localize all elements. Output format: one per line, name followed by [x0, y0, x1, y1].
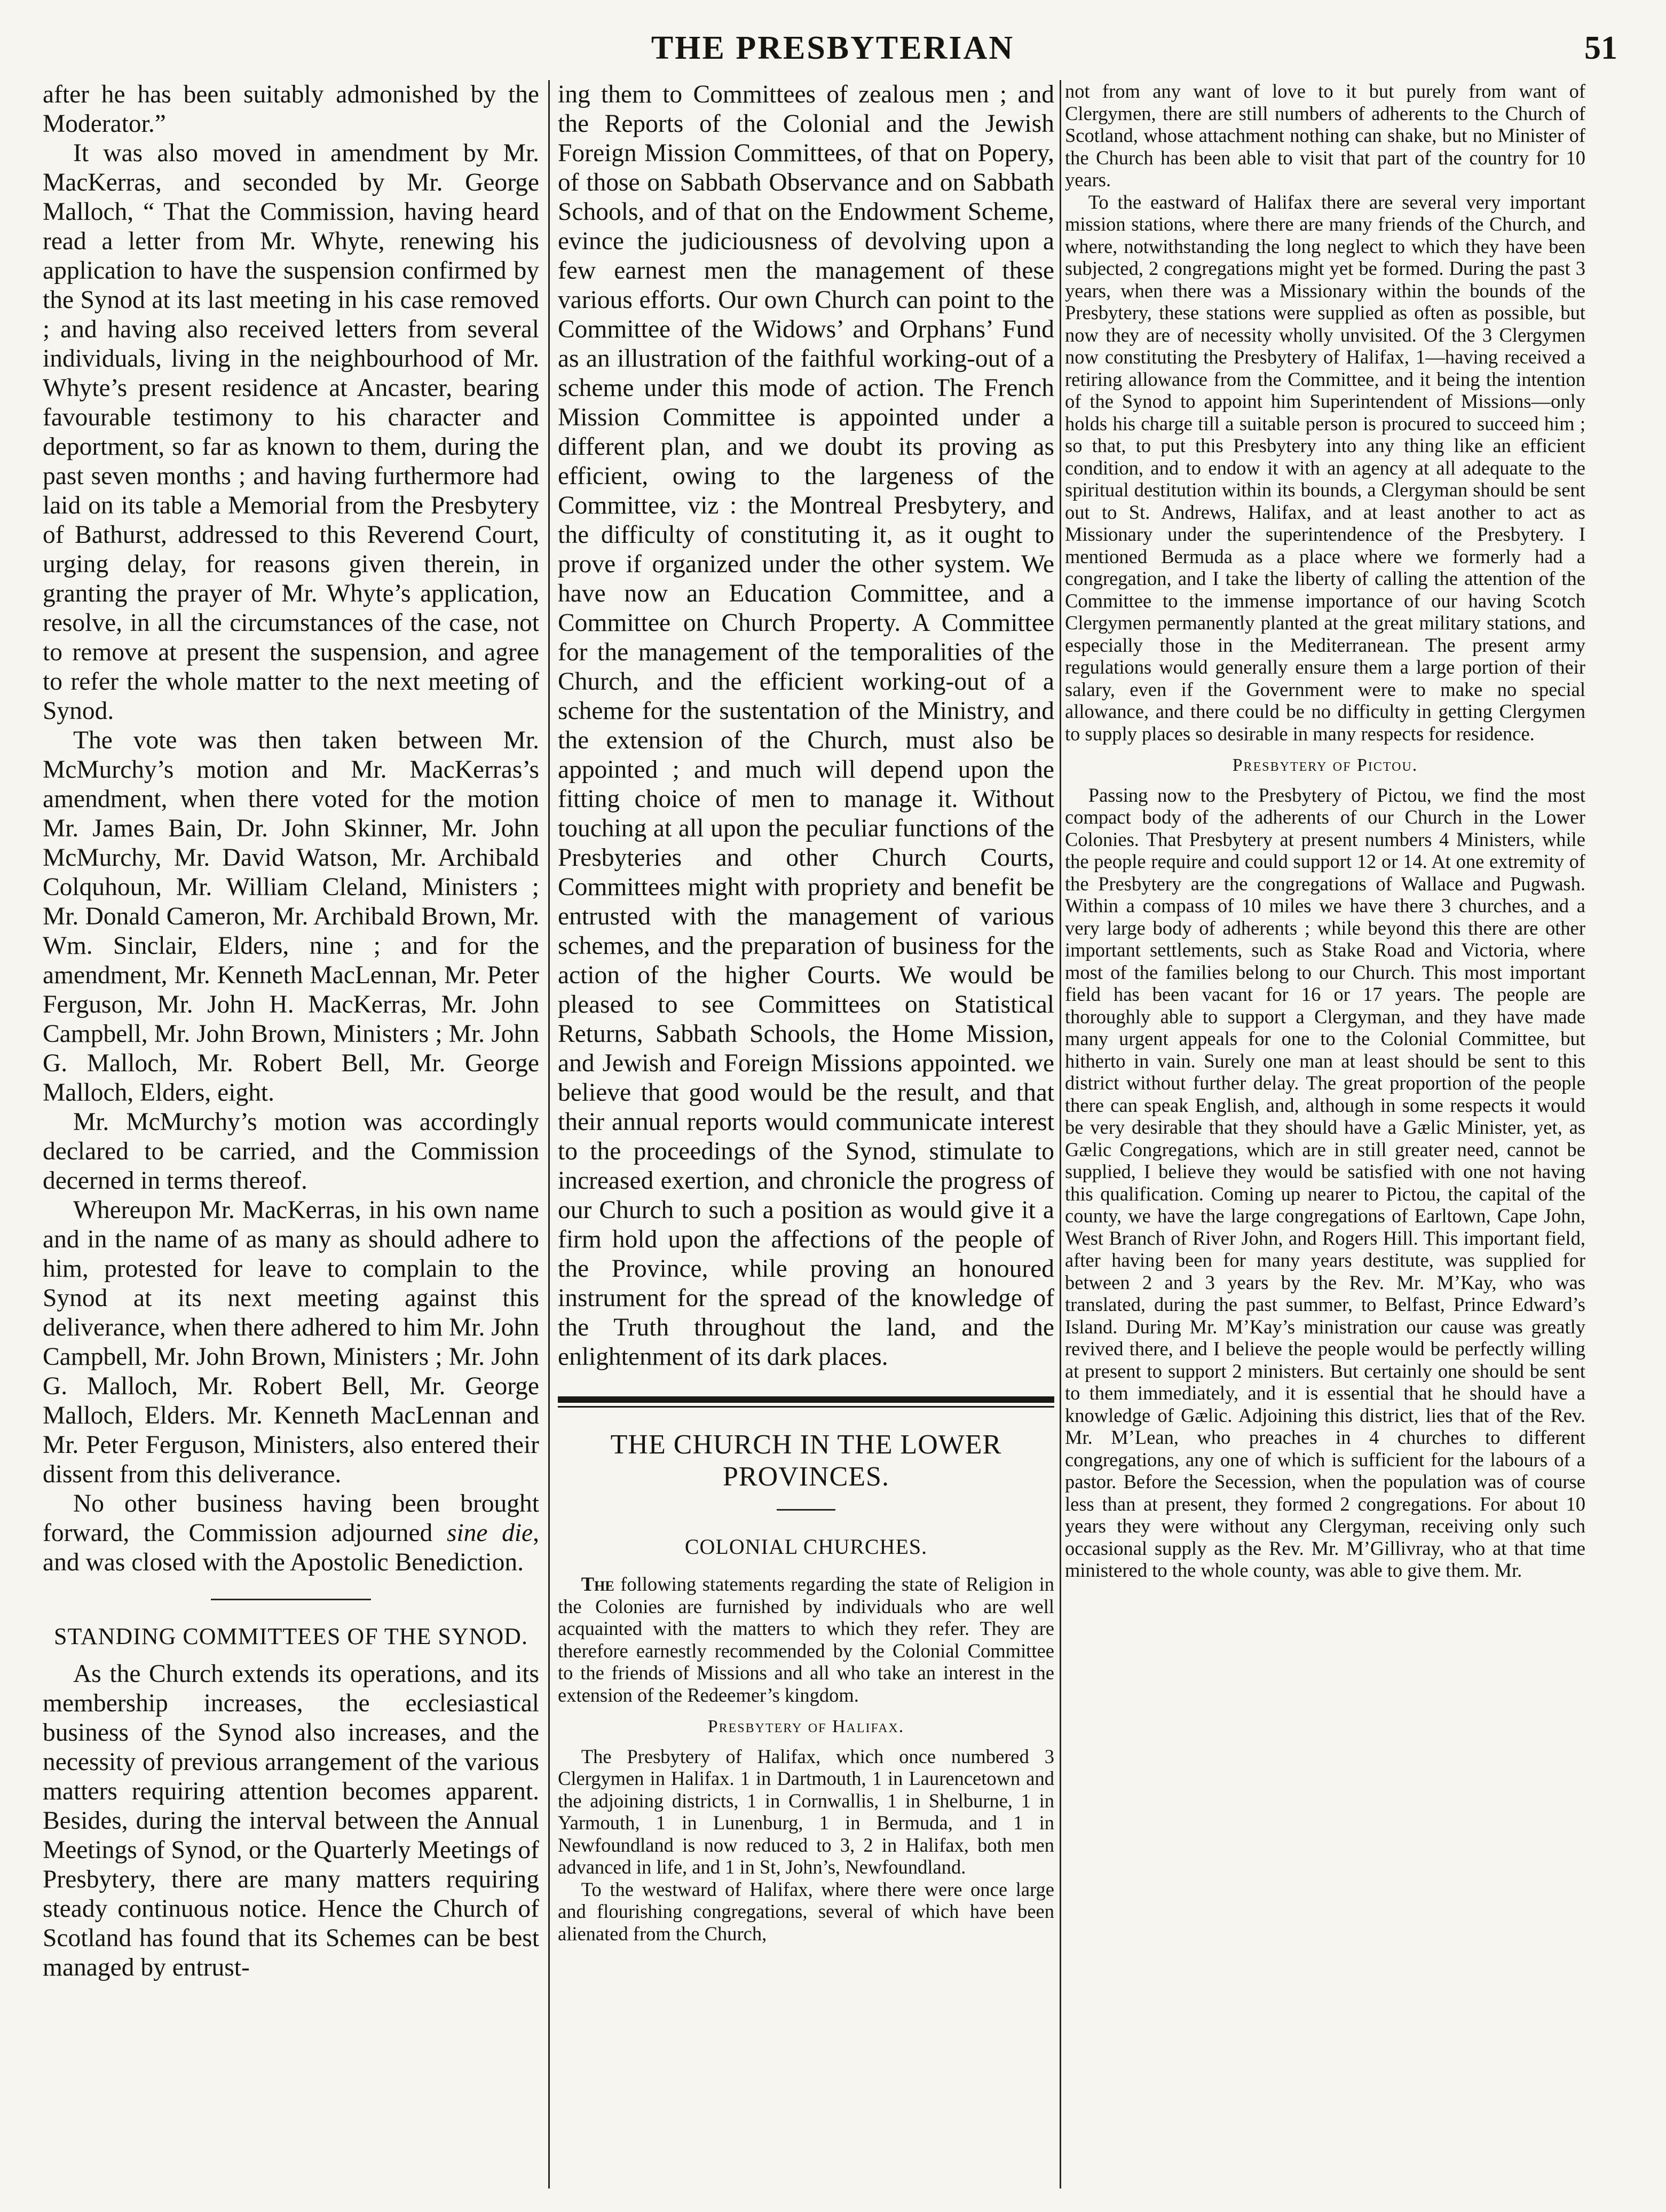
paragraph: The Presbytery of Halifax, which once numbered 3 Clergymen in Halifax. 1 in Dartmouth, 1 in Laurencetown and the adjoining districts, 1 in Cornwallis, 1 in Shelburne, 1 in Yarmouth, 1 in Lunenburg, 1 in Bermuda, and 1 in Newfoundland is now reduced to 3, 2 in Halifax, both men advanced in life, and 1 in St, John’s, Newfoundland.: [558, 1745, 1054, 1878]
paragraph: The vote was then taken between Mr. McMurchy’s motion and Mr. MacKerras’s amendment, when there voted for the motion Mr. James Bain, Dr. John Skinner, Mr. John McMurchy, Mr. David Watson, Mr. Archibald Colquhoun, Mr. William Cleland, Ministers ; Mr. Donald Cameron, Mr. Archibald Brown, Mr. Wm. Sinclair, Elders, nine ; and for the amendment, Mr. Kenneth MacLennan, Mr. Peter Ferguson, Mr. John H. MacKerras, Mr. John Campbell, Mr. John Brown, Ministers ; Mr. John G. Malloch, Mr. Robert Bell, Mr. George Malloch, Elders, eight.: [43, 726, 539, 1107]
subheading-presbytery-pictou: Presbytery of Pictou.: [1232, 755, 1418, 775]
column-3: [1065, 80, 1585, 2194]
section-subtitle-colonial-churches: COLONIAL CHURCHES.: [684, 1535, 928, 1559]
column-divider-1: [548, 80, 550, 2189]
italic-run: sine die: [446, 1519, 533, 1547]
paragraph: Passing now to the Presbytery of Pictou, we find the most compact body of the adherents of our Church in the Lower Colonies. That Presbytery at present numbers 4 Ministers, while the people require and could support 12 or 14. At one extremity of the Presbytery are the congregations of Wallace and Pugwash. Within a compass of 10 miles we have there 3 churches, and a very large body of adherents ; while beyond this there are other important settlements, such as Stake Road and Victoria, where most of the families belong to our Church. This most important field has been vacant for 16 or 17 years. The people are thoroughly able to support a Clergyman, and they have made many urgent appeals for one to the Colonial Committee, but hitherto in vain. Surely one man at least should be sent to this district without further delay. The great proportion of the people there can speak English, and, although in some respects it would be very desirable that they should have a Gælic Minister, yet, as Gælic Congregations, which are in still greater need, cannot be supplied, I believe they would be satisfied with one not having this qualification. Coming up nearer to Pictou, the capital of the county, we have the large congregations of Earltown, Cape John, West Branch of River John, and Rogers Hill. This important field, after having been for many years destitute, was supplied for between 2 and 3 years by the Rev. Mr. M’Kay, who was translated, during the past summer, to Belfast, Prince Edward’s Island. During Mr. M’Kay’s ministration our cause was greatly revived there, and I believe the people would be perfectly willing at present to support 2 ministers. But certainly one should be sent to them immediately, and it is essential that he should have a knowledge of Gælic. Adjoining this district, lies that of the Rev. Mr. M’Lean, who preaches in 4 churches to different congregations, any one of which is sufficient for the labours of a pastor. Before the Secession, when the population was of course less than at present, they formed 2 congregations. For about 10 years they were without any Clergyman, receiving only such occasional supply as the Rev. Mr. M’Gillivray, who at that time ministered to the whole county, was able to give them. Mr.: [1065, 784, 1585, 1581]
paragraph: ing them to Committees of zealous men ; and the Reports of the Colonial and the Jewish Foreign Mission Committees, of that on Popery, of those on Sabbath Observance and on Sabbath Schools, and of that on the Endowment Scheme, evince the judiciousness of devolving upon a few earnest men the management of these various efforts. Our own Church can point to the Committee of the Widows’ and Orphans’ Fund as an illustration of the faithful working-out of a scheme under this mode of action. The French Mission Committee is appointed under a different plan, and we doubt its proving as efficient, owing to the largeness of the Committee, viz : the Montreal Presbytery, and the difficulty of constituting it, as it ought to prove if organized under the other system. We have now an Education Committee, and a Committee on Church Property. A Committee for the management of the temporalities of the Church, and the efficient working-out of a scheme for the sustentation of the Ministry, and the extension of the Church, must also be appointed ; and much will depend upon the fitting choice of men to manage it. Without touching at all upon the peculiar functions of the Presbyteries and other Church Courts, Committees might with propriety and benefit be entrusted with the management of various schemes, and the preparation of business for the action of the higher Courts. We would be pleased to see Committees on Statistical Returns, Sabbath Schools, the Home Mission, and Jewish and Foreign Missions appointed. we believe that good would be the result, and that their annual reports would communicate interest to the proceedings of the Synod, stimulate to increased exertion, and chronicle the progress of our Church to such a position as would give it a firm hold upon the affections of the people of the Province, while proving an honoured instrument for the spread of the knowledge of the Truth throughout the land, and the enlightenment of its dark places.: [558, 81, 1054, 1371]
text-run: following statements regarding the state of Religion in the Colonies are furnished by individuals who are well acquainted with the matters to which they refer. They are therefore earnestly recommended by the Colonial Committee to the friends of Missions and all who take an interest in the extension of the Redeemer’s kingdom.: [558, 1573, 1054, 1706]
section-rule: [777, 1509, 835, 1511]
text-run: No other business having been brought forward, the Commission adjourned: [43, 1490, 539, 1547]
paragraph: Mr. McMurchy’s motion was accordingly declared to be carried, and the Commission decerned in terms thereof.: [43, 1108, 539, 1195]
column-divider-2: [1060, 80, 1061, 2189]
paragraph: [558, 1573, 1054, 1706]
text-run: , and was closed with the Apostolic Benediction.: [43, 1519, 539, 1576]
paragraph: [43, 1489, 539, 1577]
section-title-standing-committees: STANDING COMMITTEES OF THE SYNOD.: [54, 1623, 528, 1649]
running-title: THE PRESBYTERIAN: [651, 30, 1015, 66]
paragraph: To the westward of Halifax, where there were once large and flourishing congregations, several of which have been alienated from the Church,: [558, 1878, 1054, 1945]
double-rule-thin: [558, 1406, 1054, 1408]
paragraph: Whereupon Mr. MacKerras, in his own name and in the name of as many as should adhere to him, protested for leave to complain to the Synod at its next meeting against this deliverance, when there adhered to him Mr. John Campbell, Mr. John Brown, Ministers ; Mr. John G. Malloch, Mr. Robert Bell, Mr. George Malloch, Elders. Mr. Kenneth MacLennan and Mr. Peter Ferguson, Ministers, also entered their dissent from this deliverance.: [43, 1196, 539, 1488]
section-rule: [211, 1599, 371, 1600]
paragraph: not from any want of love to it but purely from want of Clergymen, there are still numbers of adherents to the Church of Scotland, whose attachment nothing can shake, but no Minister of the Church has been able to visit that part of the country for 10 years.: [1065, 80, 1585, 191]
subheading-presbytery-halifax: Presbytery of Halifax.: [707, 1717, 905, 1736]
page-number: 51: [1584, 30, 1617, 66]
column-1: [43, 80, 539, 2194]
column-2: [558, 80, 1054, 2194]
paragraph: As the Church extends its operations, and its membership increases, the ecclesiastical business of the Synod also increases, and the necessity of previous arrangement of the various matters requiring attention becomes apparent. Besides, during the interval between the Annual Meetings of Synod, or the Quarterly Meetings of Presbytery, there are many matters requiring steady continuous notice. Hence the Church of Scotland has found that its Schemes can be best managed by entrust-: [43, 1660, 539, 1981]
paragraph: To the eastward of Halifax there are several very important mission stations, where there are many friends of the Church, and where, notwithstanding the long neglect to which they have been subjected, 2 congregations might yet be formed. During the past 3 years, when there was a Missionary within the bounds of the Presbytery, these stations were supplied as often as possible, but now they are of necessity wholly unvisited. Of the 3 Clergymen now constituting the Presbytery of Halifax, 1—having received a retiring allowance from the Committee, and it being the intention of the Synod to appoint him Superintendent of Missions—only holds his charge till a suitable person is procured to succeed him ; so that, to put this Presbytery into any thing like an efficient condition, and to endow it with an agency at all adequate to the spiritual destitution within its bounds, a Clergyman should be sent out to St. Andrews, Halifax, and at least another to act as Missionary under the superintendence of the Presbytery. I mentioned Bermuda as a place where we formerly had a congregation, and I take the liberty of calling the attention of the Committee to the immense importance of our having Scotch Clergymen permanently planted at the great military stations, and especially those in the Mediterranean. The present army regulations would generally ensure them a large portion of their salary, even if the Government were to make no special allowance, and there could be no difficulty in getting Clergymen to supply places so desirable in many respects for residence.: [1065, 191, 1585, 745]
paragraph: after he has been suitably admonished by the Moderator.”: [43, 81, 539, 138]
double-rule-thick: [558, 1396, 1054, 1403]
section-title-church-lower-provinces: THE CHURCH IN THE LOWER PROVINCES.: [610, 1429, 1002, 1492]
lead-word: The: [581, 1573, 614, 1595]
paragraph: It was also moved in amendment by Mr. MacKerras, and seconded by Mr. George Malloch, “ That the Commission, having heard read a letter from Mr. Whyte, renewing his application to have the suspension confirmed by the Synod at its last meeting in his case removed ; and having also received letters from several individuals, living in the neighbourhood of Mr. Whyte’s present residence at Ancaster, bearing favourable testimony to his character and deportment, so far as known to them, during the past seven months ; and having furthermore had laid on its table a Memorial from the Presbytery of Bathurst, addressed to this Reverend Court, urging delay, for reasons given therein, in granting the prayer of Mr. Whyte’s application, resolve, in all the circumstances of the case, not to remove at present the suspension, and agree to refer the whole matter to the next meeting of Synod.: [43, 139, 539, 725]
page-header: [48, 29, 1617, 72]
